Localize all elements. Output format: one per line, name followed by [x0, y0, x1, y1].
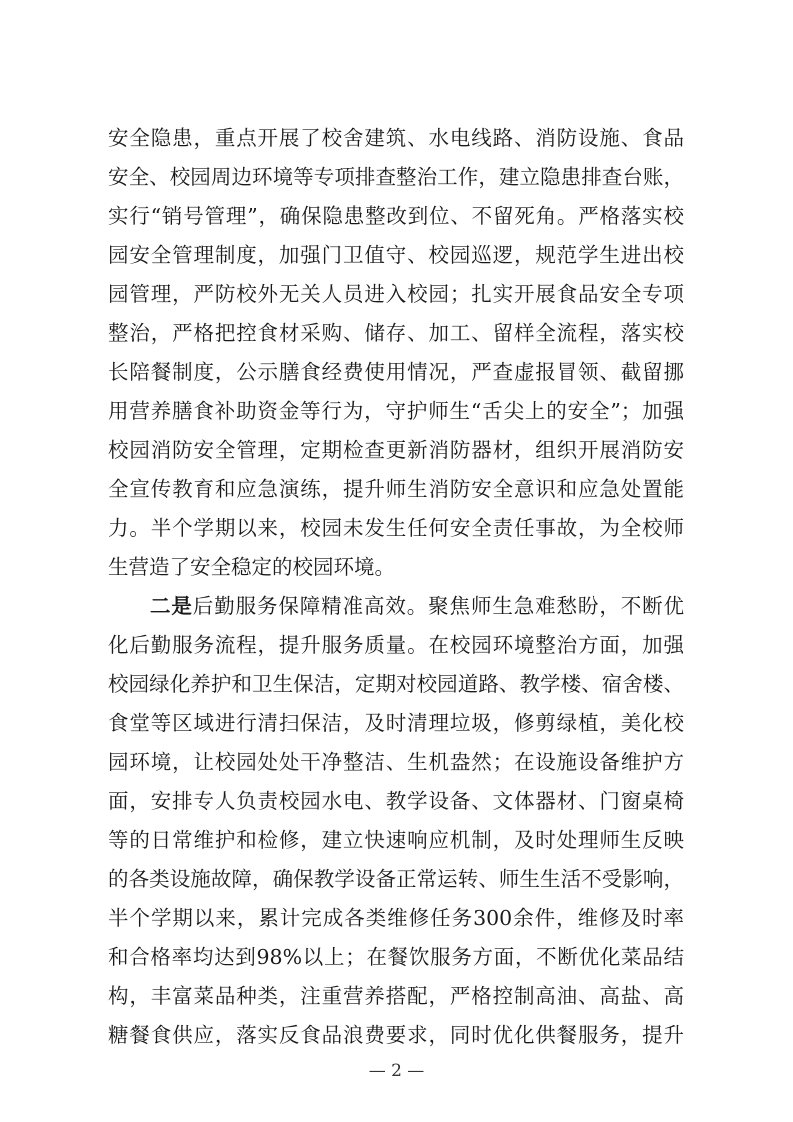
paragraph-first-line — [150, 588, 684, 624]
paragraph-line: 长陪餐制度，公示膳食经费使用情况，严查虚报冒领、截留挪 — [108, 360, 684, 384]
paragraph-line: 和合格率均达到98%以上；在餐饮服务方面，不断优化菜品结 — [108, 945, 684, 969]
paragraph-line: 等的日常维护和检修，建立快速响应机制，及时处理师生反映 — [108, 828, 684, 852]
paragraph-line: 食堂等区域进行清扫保洁，及时清理垃圾，修剪绿植，美化校 — [108, 711, 684, 735]
paragraph-lead: 二是 — [150, 594, 193, 618]
paragraph-line: 糖餐食供应，落实反食品浪费要求，同时优化供餐服务，提升 — [108, 1023, 684, 1047]
page-number: — 2 — — [368, 1061, 425, 1081]
paragraph-line: 园管理，严防校外无关人员进入校园；扎实开展食品安全专项 — [108, 282, 684, 306]
paragraph-line: 化后勤服务流程，提升服务质量。在校园环境整治方面，加强 — [108, 633, 684, 657]
paragraph-line: 校园绿化养护和卫生保洁，定期对校园道路、教学楼、宿舍楼、 — [108, 672, 684, 696]
paragraph-line: 校园消防安全管理，定期检查更新消防器材，组织开展消防安 — [108, 438, 684, 462]
paragraph-line: 构，丰富菜品种类，注重营养搭配，严格控制高油、高盐、高 — [108, 984, 684, 1008]
paragraph-line: 面，安排专人负责校园水电、教学设备、文体器材、门窗桌椅 — [108, 789, 684, 813]
paragraph-line: 安全、校园周边环境等专项排查整治工作，建立隐患排查台账， — [108, 165, 684, 189]
paragraph-line: 实行“销号管理”，确保隐患整改到位、不留死角。严格落实校 — [108, 204, 684, 228]
paragraph-line: 整治，严格把控食材采购、储存、加工、留样全流程，落实校 — [108, 321, 684, 345]
paragraph-line: 安全隐患，重点开展了校舍建筑、水电线路、消防设施、食品 — [108, 126, 684, 150]
paragraph-line: 园环境，让校园处处干净整洁、生机盎然；在设施设备维护方 — [108, 750, 684, 774]
paragraph-line: 全宣传教育和应急演练，提升师生消防安全意识和应急处置能 — [108, 477, 684, 501]
paragraph-line: 用营养膳食补助资金等行为，守护师生“舌尖上的安全”；加强 — [108, 399, 684, 423]
paragraph-line: 生营造了安全稳定的校园环境。 — [108, 555, 395, 579]
paragraph-line: 的各类设施故障，确保教学设备正常运转、师生生活不受影响， — [108, 867, 684, 891]
paragraph-first-line-text: 后勤服务保障精准高效。聚焦师生急难愁盼，不断优 — [192, 594, 685, 618]
paragraph-line: 园安全管理制度，加强门卫值守、校园巡逻，规范学生进出校 — [108, 243, 684, 267]
paragraph-line: 半个学期以来，累计完成各类维修任务300余件，维修及时率 — [108, 906, 684, 930]
paragraph-line: 力。半个学期以来，校园未发生任何安全责任事故，为全校师 — [108, 516, 684, 540]
